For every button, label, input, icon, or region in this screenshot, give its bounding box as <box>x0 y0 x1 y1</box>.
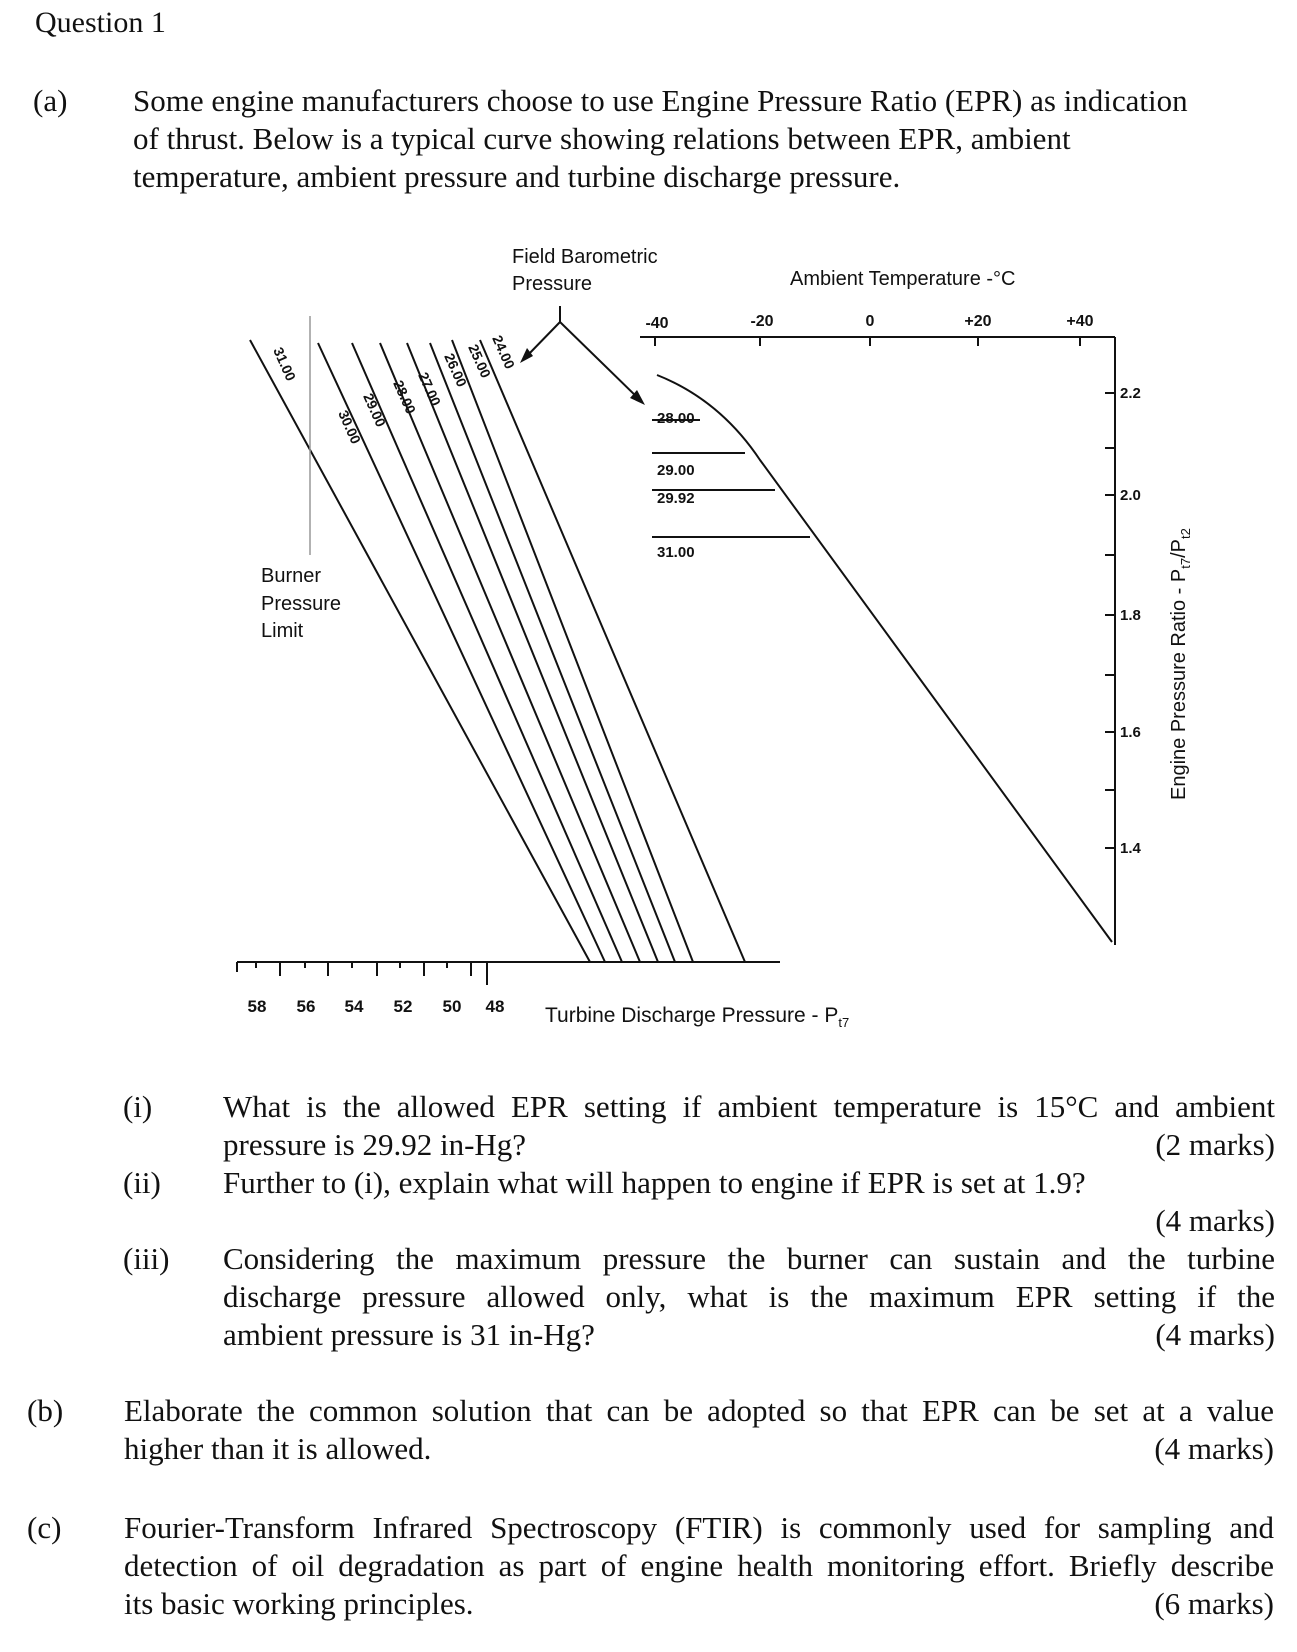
burner-label-3: Limit <box>261 620 304 642</box>
part-a-line: temperature, ambient pressure and turbine discharge pressure. <box>133 159 901 194</box>
ambient-temp-label: Ambient Temperature -°C <box>790 268 1016 290</box>
burner-label-2: Pressure <box>261 593 342 615</box>
baro-right-label: 29.00 <box>657 462 695 479</box>
question-title: Question 1 <box>35 6 166 39</box>
baro-right-label: 29.92 <box>657 490 695 507</box>
subq-ii <box>223 1164 1275 1240</box>
part-c-line: detection of oil degradation as part of engine health monitoring effort. Briefly describe <box>124 1548 1274 1583</box>
subq-i-line: pressure is 29.92 in-Hg? <box>223 1127 527 1162</box>
epr-axis-label <box>1168 528 1193 800</box>
tdp-axis-sub: t7 <box>838 1015 850 1030</box>
baro-left-label: 26.00 <box>441 350 471 390</box>
baro-left-label: 28.00 <box>390 377 420 417</box>
part-b-marks: (4 marks) <box>1154 1431 1274 1466</box>
subq-iii-line: ambient pressure is 31 in-Hg? <box>223 1317 595 1352</box>
epr-tick-label: 2.0 <box>1120 487 1141 504</box>
part-b-line: Elaborate the common solution that can be adopted so that EPR can be set at a value <box>124 1393 1274 1428</box>
temp-epr-curve <box>657 375 1112 942</box>
temp-tick-label: +20 <box>964 313 992 330</box>
part-a-label: (a) <box>33 83 68 118</box>
subq-i-line: What is the allowed EPR setting if ambient temperature is 15°C and ambient <box>223 1089 1275 1124</box>
tdp-tick-label: 56 <box>296 997 316 1016</box>
baro-left-label: 31.00 <box>270 344 300 384</box>
subq-iii-line-row <box>223 1316 1275 1354</box>
epr-axis-sub2: t2 <box>1178 528 1193 540</box>
baro-left-label: 29.00 <box>360 390 390 430</box>
part-b-label: (b) <box>27 1393 64 1428</box>
baro-right-label: 28.00 <box>657 410 695 427</box>
epr-axis-main: Engine Pressure Ratio - P <box>1168 568 1190 800</box>
baro-diag-27 <box>407 343 658 962</box>
subq-i-marks: (2 marks) <box>1155 1127 1275 1162</box>
part-a-line: Some engine manufacturers choose to use Engine Pressure Ratio (EPR) as indication <box>133 83 1188 118</box>
part-c-line: its basic working principles. <box>124 1586 474 1621</box>
subq-ii-line: Further to (i), explain what will happen to engine if EPR is set at 1.9? <box>223 1165 1086 1200</box>
baro-left-label: 30.00 <box>335 407 365 447</box>
temp-tick-label: -40 <box>645 315 669 332</box>
epr-tick-label: 1.6 <box>1120 724 1141 741</box>
tdp-axis-main: Turbine Discharge Pressure - P <box>545 1004 839 1027</box>
tdp-axis-label <box>545 1004 849 1030</box>
subq-iii-marks: (4 marks) <box>1155 1317 1275 1352</box>
tdp-tick-label: 54 <box>344 997 364 1016</box>
part-c-label: (c) <box>27 1510 62 1545</box>
subq-i-label: (i) <box>123 1089 153 1124</box>
temp-tick-label: 0 <box>865 313 875 330</box>
subq-iii-line: discharge pressure allowed only, what is the maximum EPR setting if the <box>223 1279 1275 1314</box>
subq-ii-marks-row <box>223 1202 1275 1240</box>
subq-i <box>223 1088 1275 1164</box>
epr-axis-sub1: t7 <box>1178 557 1193 569</box>
tdp-tick-label: 58 <box>247 997 267 1016</box>
field-baro-label-2: Pressure <box>512 273 593 295</box>
field-baro-label-1: Field Barometric <box>512 246 658 268</box>
arrow-head-left <box>520 348 533 363</box>
baro-diag-25 <box>452 340 693 962</box>
epr-tick-label: 1.4 <box>1120 840 1141 857</box>
part-a-line: of thrust. Below is a typical curve showing relations between EPR, ambient <box>133 121 1071 156</box>
baro-left-label: 27.00 <box>415 369 445 409</box>
part-c-marks: (6 marks) <box>1154 1586 1274 1621</box>
part-c-line: Fourier-Transform Infrared Spectroscopy (FTIR) is commonly used for sampling and <box>124 1510 1274 1545</box>
part-b <box>124 1392 1274 1468</box>
baro-diag-26 <box>430 343 675 962</box>
baro-diag-28 <box>380 343 640 962</box>
part-c <box>124 1509 1274 1623</box>
subq-ii-marks: (4 marks) <box>1155 1203 1275 1238</box>
subq-iii-label: (iii) <box>123 1241 170 1276</box>
baro-diag-31 <box>250 340 590 962</box>
baro-diag-24 <box>480 340 745 962</box>
subq-i-line-row <box>223 1126 1275 1164</box>
baro-right-label: 31.00 <box>657 544 695 561</box>
part-b-line: higher than it is allowed. <box>124 1431 432 1466</box>
temp-tick-label: -20 <box>750 313 774 330</box>
baro-left-label: 24.00 <box>489 332 519 372</box>
subq-ii-label: (ii) <box>123 1165 161 1200</box>
tdp-tick-label: 52 <box>393 997 413 1016</box>
part-c-line-row <box>124 1585 1274 1623</box>
subq-iii <box>223 1240 1275 1354</box>
epr-axis-mid: /P <box>1168 539 1190 558</box>
epr-tick-label: 1.8 <box>1120 607 1141 624</box>
baro-left-label: 25.00 <box>465 341 495 381</box>
tdp-tick-label: 50 <box>442 997 462 1016</box>
baro-diag-29 <box>352 343 622 962</box>
subq-iii-line: Considering the maximum pressure the burner can sustain and the turbine <box>223 1241 1275 1276</box>
burner-label-1: Burner <box>261 565 322 587</box>
temp-tick-label: +40 <box>1066 313 1094 330</box>
tdp-tick-label: 48 <box>485 997 505 1016</box>
part-b-line-row <box>124 1430 1274 1468</box>
epr-tick-label: 2.2 <box>1120 385 1141 402</box>
